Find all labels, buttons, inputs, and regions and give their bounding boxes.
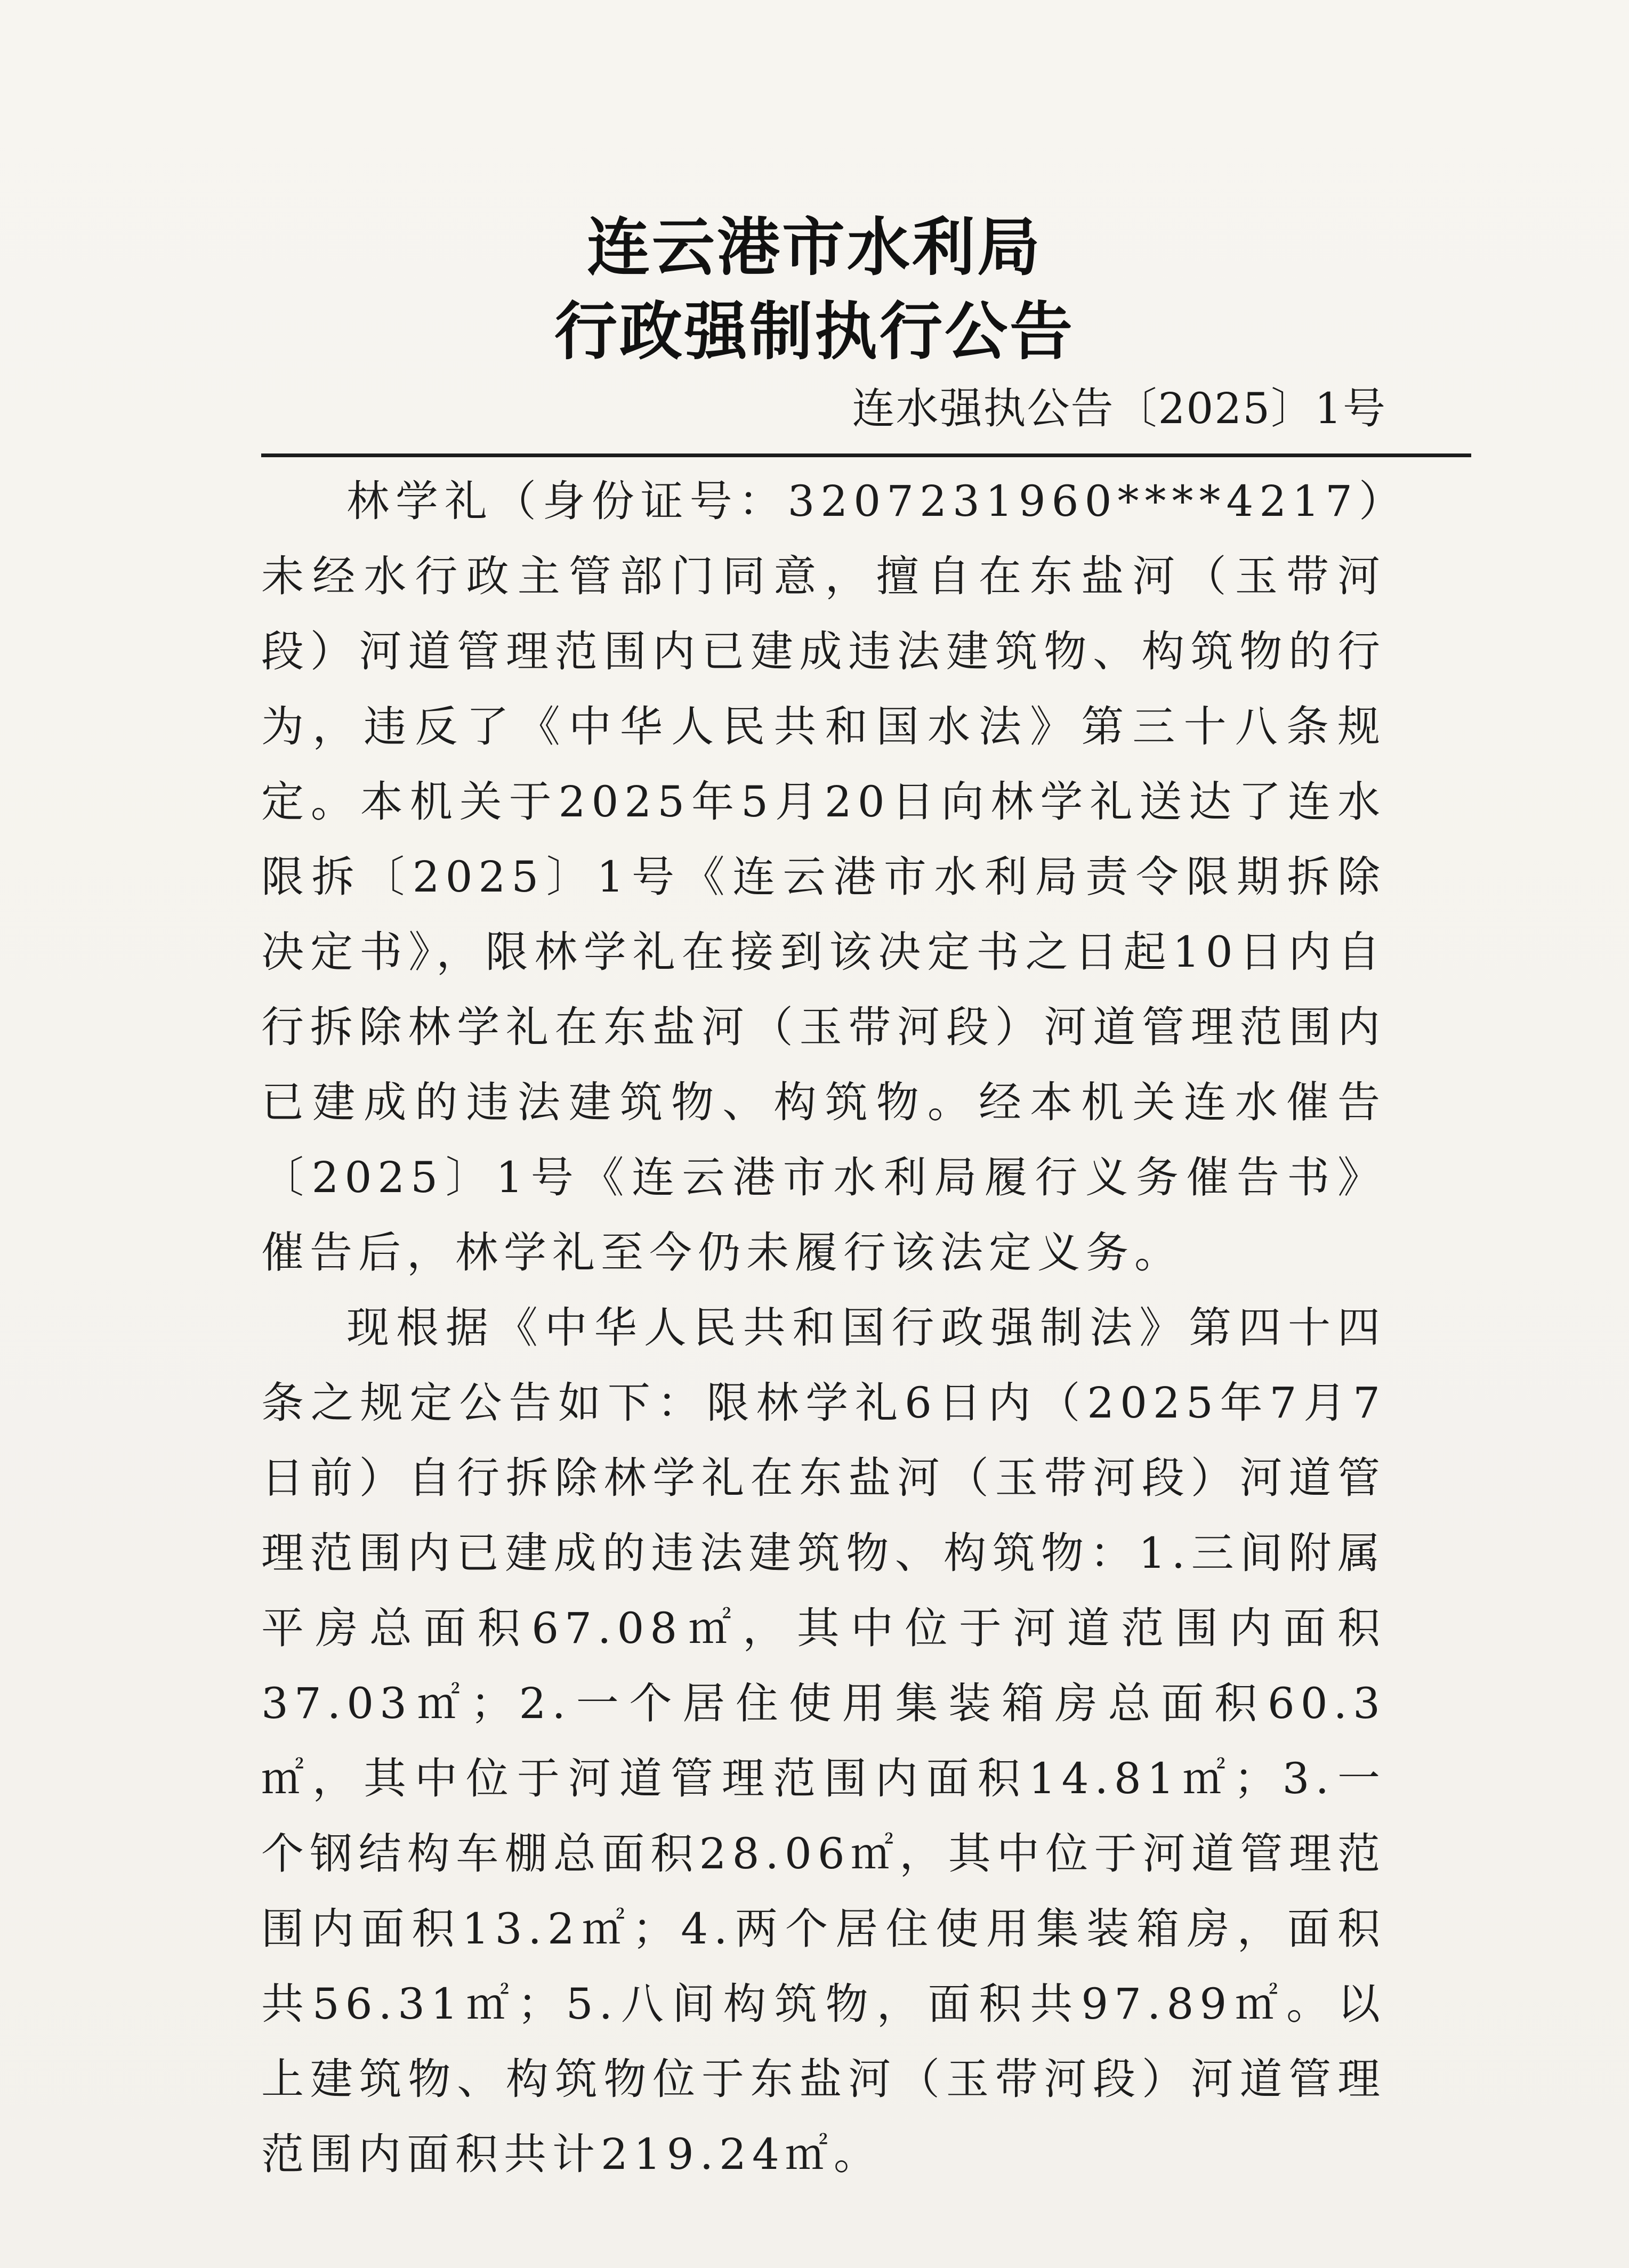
paragraph-enforcement-notice: 现根据《中华人民共和国行政强制法》第四十四条之规定公告如下：限林学礼6日内（2025年7月7日前）自行拆除林学礼在东盐河（玉带河段）河道管理范围内已建成的违法建筑物、构筑物：1.三间附属平房总面积67.08㎡，其中位于河道范围内面积37.03㎡；2.一个居住使用集装箱房总面积60.3㎡，其中位于河道管理范围内面积14.81㎡；3.一个钢结构车棚总面积28.06㎡，其中位于河道管理范围内面积13.2㎡；4.两个居住使用集装箱房，面积共56.31㎡；5.八间构筑物，面积共97.89㎡。以上建筑物、构筑物位于东盐河（玉带河段）河道管理范围内面积共计219.24㎡。 bbox=[261, 1303, 1386, 2179]
document-title bbox=[0, 205, 1629, 374]
document-body bbox=[261, 464, 1386, 2192]
document-number: 连水强执公告〔2025〕1号 bbox=[852, 384, 1386, 433]
title-issuer: 连云港市水利局 bbox=[586, 210, 1042, 284]
paragraph-violation-facts: 林学礼（身份证号：3207231960****4217）未经水行政主管部门同意，擅自在东盐河（玉带河段）河道管理范围内已建成违法建筑物、构筑物的行为，违反了《中华人民共和国水法》第三十八条规定。本机关于2025年5月20日向林学礼送达了连水限拆〔2025〕1号《连云港市水利局责令限期拆除决定书》，限林学礼在接到该决定书之日起10日内自行拆除林学礼在东盐河（玉带河段）河道管理范围内已建成的违法建筑物、构筑物。经本机关连水催告〔2025〕1号《连云港市水利局履行义务催告书》催告后，林学礼至今仍未履行该法定义务。 bbox=[261, 476, 1386, 1277]
header-divider bbox=[261, 453, 1471, 457]
title-notice-type: 行政强制执行公告 bbox=[554, 295, 1075, 368]
